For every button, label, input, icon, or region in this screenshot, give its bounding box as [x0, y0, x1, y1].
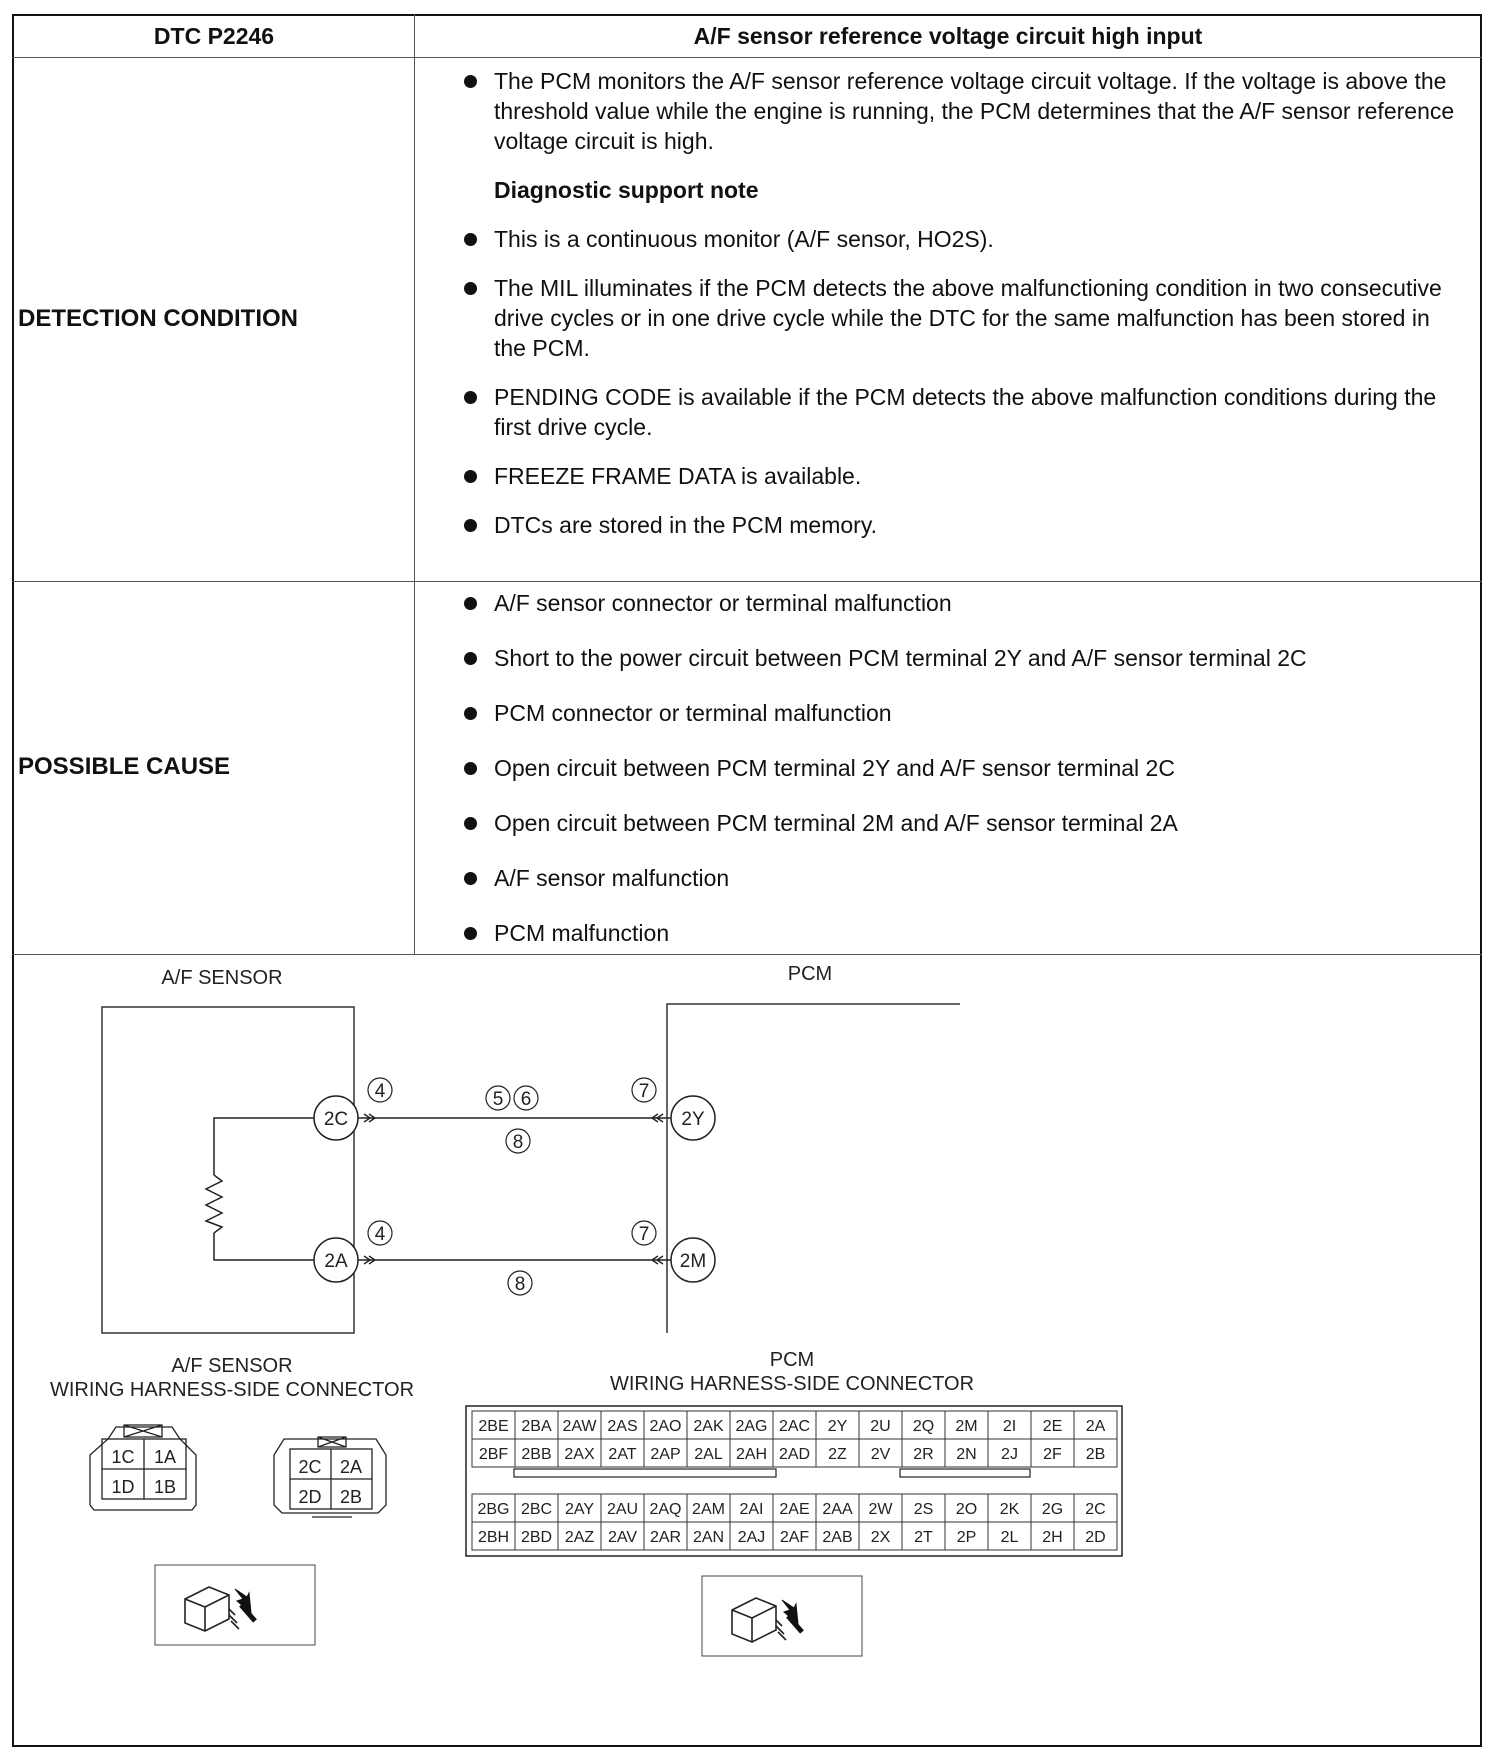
callout-4: 4	[374, 1224, 386, 1245]
sensor-terminal-2a-label: 2A	[324, 1251, 348, 1272]
pin-label: 2AH	[735, 1446, 768, 1463]
pin-label: 2AU	[606, 1501, 639, 1518]
sensor-connector-right	[274, 1437, 386, 1517]
pin-label: 2AD	[778, 1446, 811, 1463]
pin-label: 2BC	[520, 1501, 553, 1518]
pin-label: 2D	[1085, 1529, 1106, 1546]
pin-label: 2E	[1042, 1418, 1063, 1435]
pin-label: 2AF	[779, 1529, 810, 1546]
callout-7: 7	[638, 1224, 650, 1245]
detection-item: This is a continuous monitor (A/F sensor, HO2S).	[418, 224, 1468, 254]
pin-label: 2X	[870, 1529, 891, 1546]
connector-key	[900, 1469, 1030, 1477]
pin-label: 1B	[153, 1477, 177, 1497]
pin-label: 2S	[913, 1501, 934, 1518]
possible-cause-label: POSSIBLE CAUSE	[18, 753, 231, 780]
pin-label: 2AV	[607, 1529, 638, 1546]
pin-label: 1C	[111, 1447, 135, 1467]
pcm-label: PCM	[787, 963, 833, 985]
connector-key	[514, 1469, 776, 1477]
pin-label: 2AQ	[649, 1501, 682, 1518]
pin-label: 2I	[1002, 1418, 1017, 1435]
dtc-code: DTC P2246	[153, 22, 275, 49]
sensor-internal-wire	[214, 1118, 327, 1260]
pin-label: 2AM	[692, 1501, 725, 1518]
pcm-terminal-2m-label: 2M	[679, 1251, 707, 1272]
detection-item: The PCM monitors the A/F sensor reference voltage circuit voltage. If the voltage is above the threshold value while the engine is running, the PCM determines that the A/F sensor reference voltage circuit is high.	[418, 66, 1468, 156]
pin-label: 2U	[870, 1418, 891, 1435]
pin-label: 2BF	[478, 1446, 509, 1463]
dtc-title: A/F sensor reference voltage circuit high input	[693, 22, 1203, 49]
pin-label: 1D	[111, 1477, 135, 1497]
sensor-connector-left	[90, 1425, 196, 1510]
detection-item: FREEZE FRAME DATA is available.	[418, 461, 1468, 491]
pin-label: 2AR	[649, 1529, 682, 1546]
detection-item: The MIL illuminates if the PCM detects the above malfunctioning condition in two consecutive drive cycles or in one drive cycle while the DTC for the same malfunction has been stored in the PCM.	[418, 273, 1468, 363]
pin-label: 2BG	[477, 1501, 510, 1518]
pin-label: 2AS	[607, 1418, 638, 1435]
pin-label: 2AY	[564, 1501, 595, 1518]
pin-label: 2L	[1000, 1529, 1019, 1546]
pin-label: 2AK	[693, 1418, 724, 1435]
pin-label: 2H	[1042, 1529, 1063, 1546]
pin-label: 2AP	[650, 1446, 681, 1463]
pin-label: 2BE	[478, 1418, 509, 1435]
af-sensor-box	[102, 1007, 354, 1333]
detection-condition-list	[418, 66, 1468, 540]
detection-item: PENDING CODE is available if the PCM detects the above malfunction conditions during the first drive cycle.	[418, 382, 1468, 442]
pin-label: 2W	[868, 1501, 893, 1518]
cause-item: PCM malfunction	[418, 918, 1468, 948]
sensor-connector-subtitle: WIRING HARNESS-SIDE CONNECTOR	[49, 1379, 415, 1401]
pin-label: 2Y	[827, 1418, 848, 1435]
pcm-connector-title: PCM	[769, 1349, 815, 1371]
callout-5: 5	[492, 1089, 504, 1110]
pin-label: 2AZ	[564, 1529, 595, 1546]
cause-item: Open circuit between PCM terminal 2M and A/F sensor terminal 2A	[418, 808, 1468, 838]
pcm-connector-subtitle: WIRING HARNESS-SIDE CONNECTOR	[609, 1373, 975, 1395]
possible-cause-list	[418, 588, 1468, 948]
pin-label: 2C	[1085, 1501, 1106, 1518]
pin-label: 2AI	[739, 1501, 764, 1518]
pin-label: 2D	[298, 1487, 322, 1507]
pcm-terminal-2y-label: 2Y	[681, 1109, 705, 1130]
pin-label: 2AW	[562, 1418, 597, 1435]
pin-label: 2AN	[692, 1529, 725, 1546]
callout-6: 6	[520, 1089, 532, 1110]
pin-label: 2R	[913, 1446, 934, 1463]
pin-label: 2BB	[521, 1446, 552, 1463]
detection-condition-label: DETECTION CONDITION	[18, 305, 298, 332]
callout-7: 7	[638, 1081, 650, 1102]
pin-label: 2AE	[779, 1501, 810, 1518]
sensor-terminal-2c-label: 2C	[323, 1109, 349, 1130]
pin-label: 2T	[914, 1529, 933, 1546]
pin-label: 2AB	[822, 1529, 853, 1546]
pin-label: 2A	[339, 1457, 363, 1477]
row-divider-1	[12, 581, 1482, 582]
pin-label: 2P	[956, 1529, 977, 1546]
pin-label: 2AA	[822, 1501, 853, 1518]
pin-label: 2K	[999, 1501, 1020, 1518]
pcm-box	[667, 1004, 960, 1333]
column-divider	[414, 14, 415, 955]
pin-label: 2BD	[520, 1529, 553, 1546]
cause-item: Short to the power circuit between PCM terminal 2Y and A/F sensor terminal 2C	[418, 643, 1468, 673]
pin-label: 2AG	[735, 1418, 768, 1435]
pin-label: 2F	[1043, 1446, 1062, 1463]
pin-label: 2BA	[521, 1418, 552, 1435]
pin-label: 2AX	[564, 1446, 595, 1463]
support-note-heading: Diagnostic support note	[494, 177, 759, 203]
pin-label: 2O	[955, 1501, 978, 1518]
pin-label: 2Q	[912, 1418, 935, 1435]
pin-label: 2B	[339, 1487, 363, 1507]
connector-view-icon	[155, 1565, 315, 1645]
pin-label: 2A	[1085, 1418, 1106, 1435]
sensor-connector-title: A/F SENSOR	[171, 1355, 293, 1377]
connector-view-icon	[702, 1576, 862, 1656]
pin-label: 2N	[956, 1446, 977, 1463]
pin-label: 2M	[955, 1418, 978, 1435]
af-sensor-label: A/F SENSOR	[161, 967, 283, 989]
cause-item: PCM connector or terminal malfunction	[418, 698, 1468, 728]
pin-label: 2AT	[608, 1446, 637, 1463]
header-divider	[12, 57, 1482, 58]
pin-label: 2AC	[778, 1418, 811, 1435]
wiring-diagram	[12, 955, 1482, 1745]
pin-label: 2AJ	[737, 1529, 766, 1546]
detection-item: DTCs are stored in the PCM memory.	[418, 510, 1468, 540]
cause-item: A/F sensor connector or terminal malfunction	[418, 588, 1468, 618]
callout-4: 4	[374, 1081, 386, 1102]
pin-label: 2G	[1041, 1501, 1064, 1518]
resistor-icon	[206, 1175, 222, 1233]
callout-8: 8	[512, 1132, 524, 1153]
pin-label: 2BH	[477, 1529, 510, 1546]
cause-item: A/F sensor malfunction	[418, 863, 1468, 893]
pin-label: 2J	[1001, 1446, 1018, 1463]
callout-8: 8	[514, 1274, 526, 1295]
pin-label: 2V	[870, 1446, 891, 1463]
pin-label: 2Z	[828, 1446, 847, 1463]
cause-item: Open circuit between PCM terminal 2Y and A/F sensor terminal 2C	[418, 753, 1468, 783]
pin-label: 2B	[1085, 1446, 1106, 1463]
pin-label: 1A	[153, 1447, 177, 1467]
pin-label: 2C	[298, 1457, 322, 1477]
pcm-connector-pins	[472, 1411, 1117, 1550]
pin-label: 2AL	[694, 1446, 723, 1463]
pin-label: 2AO	[649, 1418, 682, 1435]
